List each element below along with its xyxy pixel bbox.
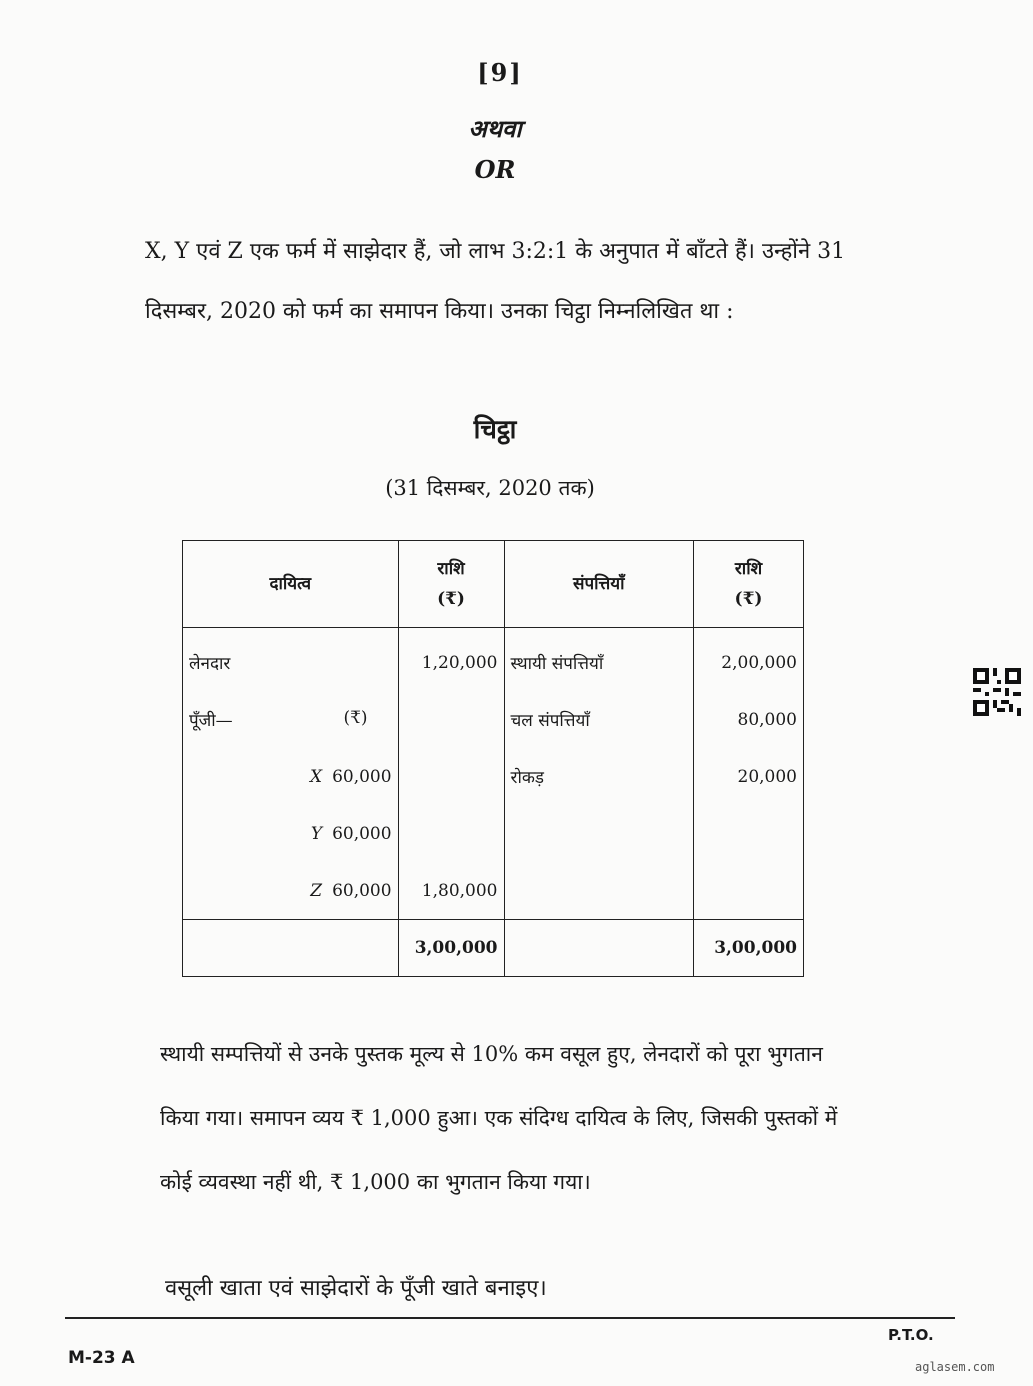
instruction: वसूली खाता एवं साझेदारों के पूँजी खाते बनाइए। [165,1276,547,1301]
amount-label: राशि [734,559,763,579]
creditors-label: लेनदार [183,628,399,692]
capital-unit: (₹) [343,708,368,728]
capital-total: 1,80,000 [398,862,504,920]
page-number: [9] [477,58,523,87]
totals-row [183,920,804,977]
assets-amount-header [694,541,804,628]
assets-header: संपत्तियाँ [504,541,694,628]
asset-label: चल संपत्तियाँ [504,691,694,748]
balance-sheet-title: चिट्ठा [473,415,517,445]
table-row [183,628,804,692]
asset-amount: 2,00,000 [694,628,804,692]
watermark: aglasem.com [915,1360,995,1374]
capital-row [183,691,399,748]
amount-label: राशि [437,559,465,579]
table-row [183,862,804,920]
table-row [183,691,804,748]
partner-amount: 60,000 [332,823,392,844]
footer-rule [65,1317,955,1319]
amount-unit: (₹) [734,589,763,609]
or-english: OR [474,155,516,184]
table-row [183,805,804,862]
liabilities-amount-header [398,541,504,628]
liabilities-header: दायित्व [183,541,399,628]
partner-capital [183,748,399,805]
total-assets: 3,00,000 [694,920,804,977]
balance-sheet-subtitle: (31 दिसम्बर, 2020 तक) [385,476,595,500]
partner-amount: 60,000 [332,766,392,787]
total-liabilities: 3,00,000 [398,920,504,977]
creditors-amount: 1,20,000 [398,628,504,692]
asset-amount: 20,000 [694,748,804,805]
paper-code: M-23 A [68,1348,135,1368]
partner-capital [183,862,399,920]
amount-unit: (₹) [437,589,465,609]
capital-label: पूँजी— [189,711,233,731]
partner-name: Y [310,823,323,844]
question-intro: X, Y एवं Z एक फर्म में साझेदार हैं, जो लाभ 3:2:1 के अनुपात में बाँटते हैं। उन्होंने 31 दिसम्बर, 2020 को फर्म का समापन किया। उनका चिट्ठा निम्नलिखित था : [145,239,846,324]
partner-capital [183,805,399,862]
partner-name: Z [310,880,323,901]
qr-code-icon [973,668,1021,716]
asset-label: स्थायी संपत्तियाँ [504,628,694,692]
question-details: स्थायी सम्पत्तियों से उनके पुस्तक मूल्य से 10% कम वसूल हुए, लेनदारों को पूरा भुगतान किया गया। समापन व्यय ₹ 1,000 हुआ। एक संदिग्ध दायित्व के लिए, जिसकी पुस्तकों में कोई व्यवस्था नहीं थी, ₹ 1,000 का भुगतान किया गया। [160,1042,838,1194]
asset-label: रोकड़ [504,748,694,805]
or-hindi: अथवा [468,114,522,143]
asset-amount: 80,000 [694,691,804,748]
balance-sheet-table [182,540,804,977]
pto-label: P.T.O. [888,1326,934,1344]
partner-name: X [309,766,323,787]
table-row [183,748,804,805]
partner-amount: 60,000 [332,880,392,901]
table-header-row [183,541,804,628]
